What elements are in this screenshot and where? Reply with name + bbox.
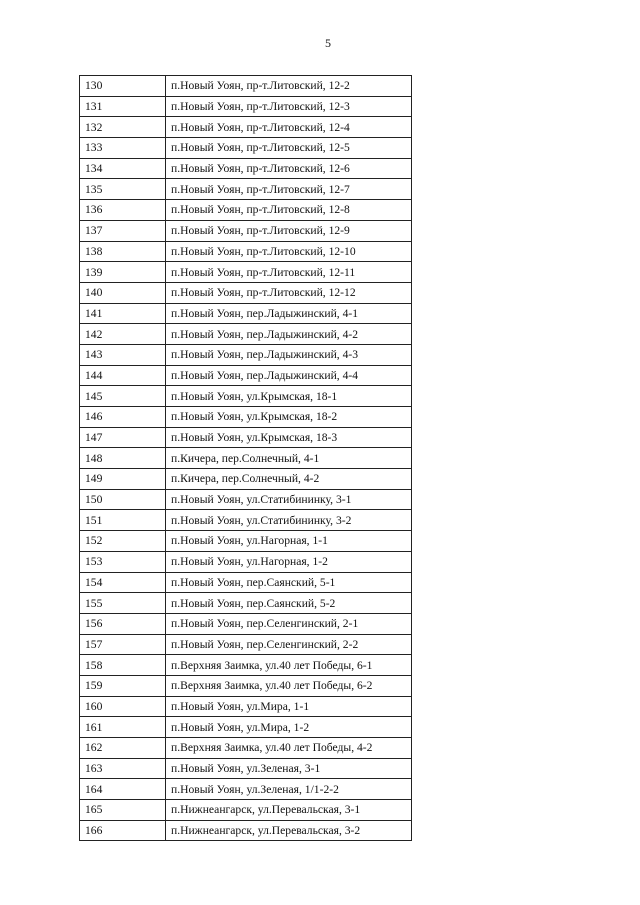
table-row xyxy=(80,344,412,365)
row-number-cell: 166 xyxy=(80,820,166,841)
row-number-cell: 159 xyxy=(80,675,166,696)
row-number-cell: 147 xyxy=(80,427,166,448)
table-row xyxy=(80,696,412,717)
row-number-cell: 154 xyxy=(80,572,166,593)
address-cell: п.Новый Уоян, пр-т.Литовский, 12-5 xyxy=(166,138,412,159)
address-cell: п.Новый Уоян, пер.Ладыжинский, 4-2 xyxy=(166,324,412,345)
table-row xyxy=(80,220,412,241)
table-row xyxy=(80,469,412,490)
address-cell: п.Новый Уоян, пер.Ладыжинский, 4-1 xyxy=(166,303,412,324)
row-number-cell: 142 xyxy=(80,324,166,345)
table-row xyxy=(80,800,412,821)
table-row xyxy=(80,117,412,138)
table-row xyxy=(80,365,412,386)
table-row xyxy=(80,200,412,221)
row-number-cell: 143 xyxy=(80,344,166,365)
address-cell: п.Новый Уоян, пр-т.Литовский, 12-12 xyxy=(166,282,412,303)
address-cell: п.Новый Уоян, пр-т.Литовский, 12-3 xyxy=(166,96,412,117)
table-row xyxy=(80,76,412,97)
row-number-cell: 138 xyxy=(80,241,166,262)
row-number-cell: 137 xyxy=(80,220,166,241)
table-row xyxy=(80,510,412,531)
table-row xyxy=(80,427,412,448)
row-number-cell: 148 xyxy=(80,448,166,469)
row-number-cell: 162 xyxy=(80,738,166,759)
table-row xyxy=(80,738,412,759)
table-row xyxy=(80,96,412,117)
address-cell: п.Новый Уоян, пер.Селенгинский, 2-2 xyxy=(166,634,412,655)
address-cell: п.Нижнеангарск, ул.Перевальская, 3-2 xyxy=(166,820,412,841)
address-cell: п.Новый Уоян, пр-т.Литовский, 12-10 xyxy=(166,241,412,262)
row-number-cell: 164 xyxy=(80,779,166,800)
table-row xyxy=(80,241,412,262)
table-row xyxy=(80,820,412,841)
table-row xyxy=(80,303,412,324)
address-cell: п.Новый Уоян, пер.Селенгинский, 2-1 xyxy=(166,613,412,634)
table-row xyxy=(80,324,412,345)
address-cell: п.Кичера, пер.Солнечный, 4-2 xyxy=(166,469,412,490)
address-cell: п.Новый Уоян, ул.Мира, 1-1 xyxy=(166,696,412,717)
address-cell: п.Новый Уоян, ул.Нагорная, 1-2 xyxy=(166,551,412,572)
table-row xyxy=(80,138,412,159)
address-cell: п.Новый Уоян, ул.Крымская, 18-2 xyxy=(166,407,412,428)
table-row xyxy=(80,282,412,303)
table-row xyxy=(80,613,412,634)
address-cell: п.Новый Уоян, пер.Саянский, 5-2 xyxy=(166,593,412,614)
table-row xyxy=(80,758,412,779)
row-number-cell: 144 xyxy=(80,365,166,386)
row-number-cell: 155 xyxy=(80,593,166,614)
table-row xyxy=(80,179,412,200)
table-row xyxy=(80,779,412,800)
row-number-cell: 158 xyxy=(80,655,166,676)
table-row xyxy=(80,262,412,283)
row-number-cell: 149 xyxy=(80,469,166,490)
address-cell: п.Верхняя Заимка, ул.40 лет Победы, 6-2 xyxy=(166,675,412,696)
table-row xyxy=(80,655,412,676)
address-cell: п.Нижнеангарск, ул.Перевальская, 3-1 xyxy=(166,800,412,821)
address-cell: п.Кичера, пер.Солнечный, 4-1 xyxy=(166,448,412,469)
address-cell: п.Новый Уоян, пр-т.Литовский, 12-4 xyxy=(166,117,412,138)
address-cell: п.Новый Уоян, ул.Нагорная, 1-1 xyxy=(166,531,412,552)
table-row xyxy=(80,572,412,593)
address-table-body xyxy=(80,76,412,841)
row-number-cell: 151 xyxy=(80,510,166,531)
row-number-cell: 165 xyxy=(80,800,166,821)
row-number-cell: 130 xyxy=(80,76,166,97)
row-number-cell: 136 xyxy=(80,200,166,221)
row-number-cell: 135 xyxy=(80,179,166,200)
row-number-cell: 139 xyxy=(80,262,166,283)
address-cell: п.Новый Уоян, пр-т.Литовский, 12-11 xyxy=(166,262,412,283)
table-row xyxy=(80,448,412,469)
row-number-cell: 140 xyxy=(80,282,166,303)
table-row xyxy=(80,675,412,696)
table-row xyxy=(80,386,412,407)
address-cell: п.Верхняя Заимка, ул.40 лет Победы, 6-1 xyxy=(166,655,412,676)
table-row xyxy=(80,531,412,552)
address-cell: п.Новый Уоян, пр-т.Литовский, 12-2 xyxy=(166,76,412,97)
address-cell: п.Новый Уоян, ул.Крымская, 18-3 xyxy=(166,427,412,448)
row-number-cell: 134 xyxy=(80,158,166,179)
row-number-cell: 131 xyxy=(80,96,166,117)
row-number-cell: 156 xyxy=(80,613,166,634)
row-number-cell: 145 xyxy=(80,386,166,407)
page-number: 5 xyxy=(325,36,331,50)
address-cell: п.Новый Уоян, пер.Ладыжинский, 4-3 xyxy=(166,344,412,365)
row-number-cell: 163 xyxy=(80,758,166,779)
address-cell: п.Новый Уоян, пр-т.Литовский, 12-8 xyxy=(166,200,412,221)
row-number-cell: 141 xyxy=(80,303,166,324)
address-cell: п.Новый Уоян, пр-т.Литовский, 12-7 xyxy=(166,179,412,200)
table-row xyxy=(80,407,412,428)
table-row xyxy=(80,593,412,614)
row-number-cell: 132 xyxy=(80,117,166,138)
row-number-cell: 150 xyxy=(80,489,166,510)
address-cell: п.Новый Уоян, ул.Крымская, 18-1 xyxy=(166,386,412,407)
address-cell: п.Новый Уоян, ул.Мира, 1-2 xyxy=(166,717,412,738)
row-number-cell: 161 xyxy=(80,717,166,738)
address-cell: п.Новый Уоян, ул.Зеленая, 3-1 xyxy=(166,758,412,779)
address-cell: п.Верхняя Заимка, ул.40 лет Победы, 4-2 xyxy=(166,738,412,759)
row-number-cell: 160 xyxy=(80,696,166,717)
row-number-cell: 146 xyxy=(80,407,166,428)
table-row xyxy=(80,158,412,179)
row-number-cell: 153 xyxy=(80,551,166,572)
table-row xyxy=(80,551,412,572)
address-table xyxy=(79,75,412,841)
address-cell: п.Новый Уоян, ул.Статибининку, 3-1 xyxy=(166,489,412,510)
row-number-cell: 157 xyxy=(80,634,166,655)
row-number-cell: 133 xyxy=(80,138,166,159)
address-cell: п.Новый Уоян, ул.Зеленая, 1/1-2-2 xyxy=(166,779,412,800)
table-row xyxy=(80,489,412,510)
address-cell: п.Новый Уоян, ул.Статибининку, 3-2 xyxy=(166,510,412,531)
address-cell: п.Новый Уоян, пер.Ладыжинский, 4-4 xyxy=(166,365,412,386)
address-cell: п.Новый Уоян, пер.Саянский, 5-1 xyxy=(166,572,412,593)
table-row xyxy=(80,717,412,738)
row-number-cell: 152 xyxy=(80,531,166,552)
table-row xyxy=(80,634,412,655)
address-cell: п.Новый Уоян, пр-т.Литовский, 12-9 xyxy=(166,220,412,241)
address-cell: п.Новый Уоян, пр-т.Литовский, 12-6 xyxy=(166,158,412,179)
